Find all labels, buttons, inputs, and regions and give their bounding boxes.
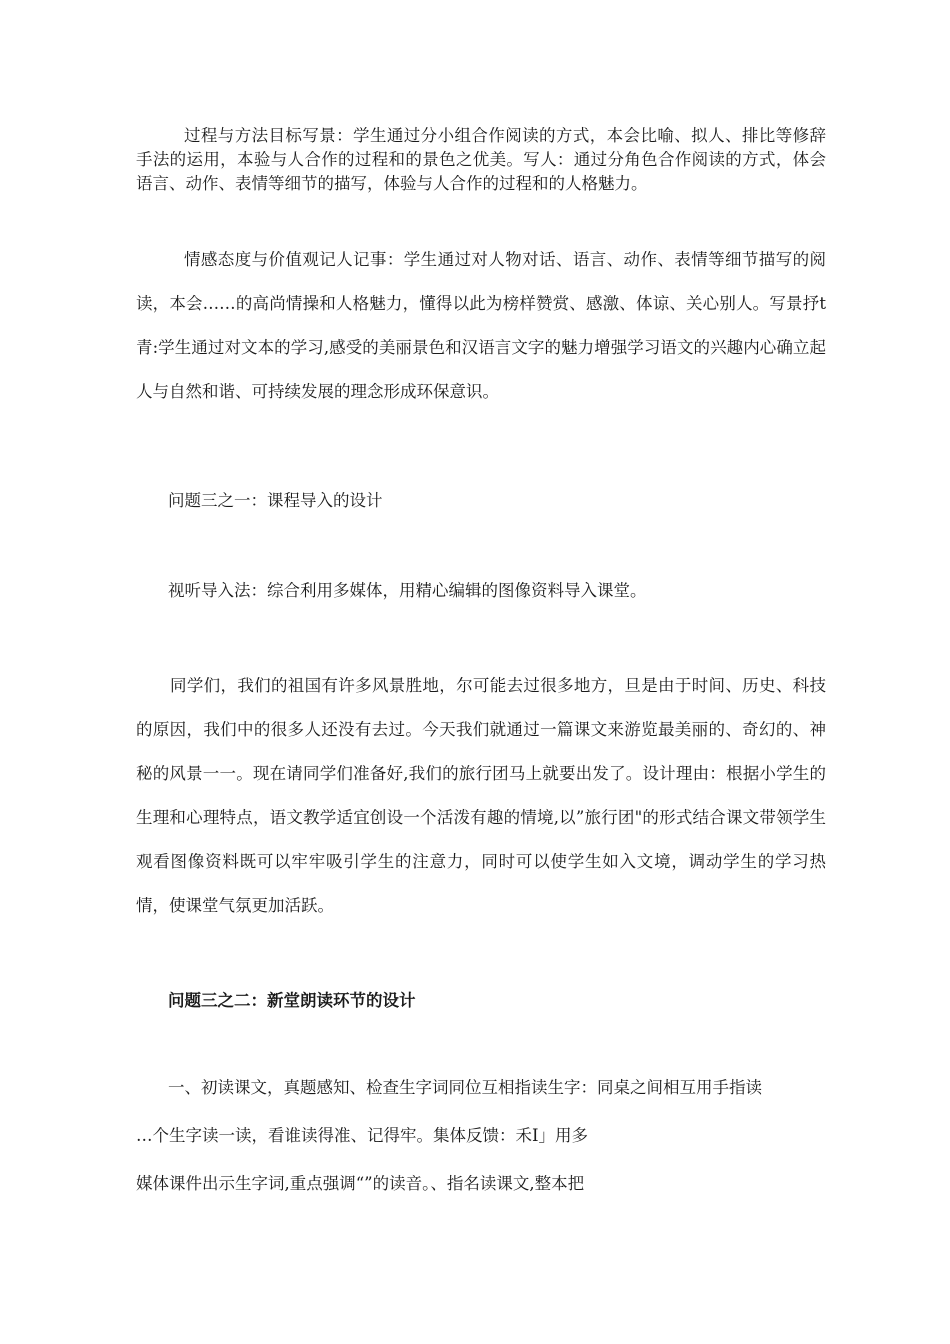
section-heading-course-intro: 问题三之一：课程导入的设计 — [168, 491, 383, 510]
paragraph-first-reading-line2: …个生字读一读，看谁读得准、记得牢。集体反馈：禾I」用多 — [136, 1126, 589, 1145]
paragraph-emotion-attitude-goal: 情感态度与价值观记人记事：学生通过对人物对话、语言、动作、表情等细节描写的阅读，本会……的高尚情操和人格魅力，懂得以此为榜样赞赏、感激、体谅、关心别人。写景抒t青:学生通过对文本的学习,感受的美丽景色和汉语言文字的魅力增强学习语文的兴趣内心确立起人与自然和谐、可持续发展的理念形成环保意识。 — [136, 250, 826, 401]
paragraph-audiovisual-intro: 视听导入法：综合利用多媒体，用精心编辑的图像资料导入课堂。 — [168, 581, 647, 600]
section-heading-reading-design: 问题三之二：新堂朗读环节的设计 — [168, 991, 416, 1010]
paragraph-classroom-script: 同学们，我们的祖国有许多风景胜地，尔可能去过很多地方，旦是由于时间、历史、科技的原因，我们中的很多人还没有去过。今天我们就通过一篇课文来游览最美丽的、奇幻的、神秘的风景一一。现在请同学们准备好,我们的旅行团马上就要出发了。设计理由：根据小学生的生理和心理特点，语文教学适宜创设一个活泼有趣的情境,以”旅行团"的形式结合课文带领学生观看图像资料既可以牢牢吸引学生的注意力，同时可以使学生如入文境，调动学生的学习热情，使课堂气氛更加活跃。 — [136, 676, 826, 915]
paragraph-first-reading-line3: 媒体课件出示生字词,重点强调“”的读音。、指名读课文,整本把 — [136, 1174, 585, 1193]
paragraph-process-method-goal: 过程与方法目标写景：学生通过分小组合作阅读的方式，本会比喻、拟人、排比等修辞手法的运用，本验与人合作的过程和的景色之优美。写人：通过分角色合作阅读的方式，体会语言、动作、表情等细节的描写，体验与人合作的过程和的人格魅力。 — [136, 126, 826, 193]
paragraph-first-reading-line1: 一、初读课文，真题感知、检查生字词同位互相指读生字：同桌之间相互用手指读 — [168, 1078, 762, 1097]
